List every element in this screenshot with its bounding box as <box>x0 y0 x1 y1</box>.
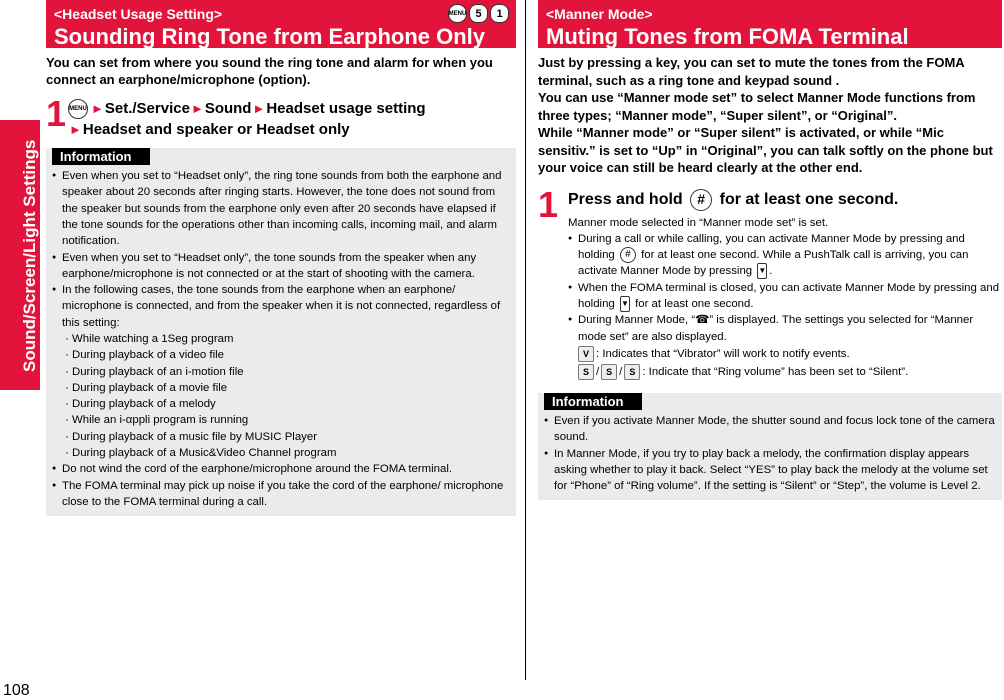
list-item <box>568 231 1002 280</box>
arrow-right-icon: ► <box>190 101 204 116</box>
b1-post: . <box>769 265 773 278</box>
silent-alt-icon: S <box>601 364 617 380</box>
down-key-icon: ▼ <box>620 296 630 312</box>
right-column <box>538 0 1002 500</box>
menu-key-icon: MENU <box>448 4 467 23</box>
left-title-keys <box>448 4 509 23</box>
right-title-bar <box>538 0 1002 48</box>
list-item: ● Even when you set to “Headset only”, the ring tone sounds from both the earphone and speaker about 20 seconds after ringing starts. However, the tone does not sound from the speaker but sounds from the earphone only even after 20 seconds have elapsed if the tone sounds for the operations other than incoming calls, incoming mail, and alarm notification. <box>52 168 512 249</box>
icon-line-silent <box>568 363 1002 381</box>
sub-list-item: · During playback of a melody <box>62 396 512 412</box>
right-step-desc <box>568 215 1002 381</box>
list-item <box>568 280 1002 313</box>
path-headset-option: Headset and speaker or Headset only <box>82 121 350 139</box>
left-title-big: Sounding Ring Tone from Earphone Only <box>54 24 486 49</box>
left-info-box <box>46 148 516 516</box>
silent-icon: S <box>578 364 594 380</box>
side-tab-label: Sound/Screen/Light Settings <box>20 139 39 372</box>
list-item: ● The FOMA terminal may pick up noise if you take the cord of the earphone/ microphone close to the FOMA terminal during a call. <box>52 478 512 511</box>
menu-key-icon: MENU <box>68 99 88 119</box>
right-title-big: Muting Tones from FOMA Terminal <box>546 24 909 49</box>
icon-separator: / <box>596 365 600 378</box>
column-divider <box>525 0 526 680</box>
right-intro-1: Just by pressing a key, you can set to mute the tones from the FOMA terminal, such as a ring tone and keypad sound . <box>538 55 965 88</box>
sub-list-item: · During playback of a music file by MUSIC Player <box>62 429 512 445</box>
right-info-box <box>538 393 1002 500</box>
b2-pre: When the FOMA terminal is closed, you can activate Manner Mode by pressing and holding <box>578 281 1000 311</box>
hash-key-icon: # <box>620 247 636 263</box>
list-item <box>568 312 1002 345</box>
right-intro <box>538 54 1002 177</box>
sub-list-item: · While an i-αppli program is running <box>62 412 512 428</box>
left-step-text <box>68 98 516 140</box>
b3-post: ” is displayed. The settings you selected for “Manner mode set” are also displayed. <box>578 314 974 343</box>
hash-key-icon: # <box>690 189 712 211</box>
page-number: 108 <box>3 682 30 699</box>
left-step-1 <box>46 93 516 140</box>
sub-list-item: · During playback of a Music&Video Channel program <box>62 445 512 461</box>
right-info-list <box>544 413 998 494</box>
left-step-number: 1 <box>46 93 67 134</box>
right-step-1 <box>538 183 1002 381</box>
arrow-right-icon: ► <box>69 122 82 138</box>
arrow-right-icon: ► <box>91 101 104 116</box>
step-text-pre: Press and hold <box>568 190 683 208</box>
icon-line-2-text: : Indicate that “Ring volume” has been set to “Silent”. <box>642 365 909 378</box>
left-intro: You can set from where you sound the ring tone and alarm for when you connect an earphone/microphone (option). <box>46 55 493 87</box>
key-5-icon: 5 <box>469 4 488 23</box>
info-label: Information <box>544 393 642 410</box>
sub-list-item: · During playback of an i-motion file <box>62 364 512 380</box>
vibrator-icon: V <box>578 346 594 362</box>
icon-line-1-text: : Indicates that “Vibrator” will work to notify events. <box>596 347 850 360</box>
sub-list-item: · During playback of a video file <box>62 347 512 363</box>
sub-list-item: · During playback of a movie file <box>62 380 512 396</box>
path-sound: Sound <box>204 100 252 117</box>
arrow-right-icon: ► <box>252 101 266 116</box>
path-set-service: Set./Service <box>104 100 190 117</box>
key-1-icon: 1 <box>490 4 509 23</box>
right-intro-2: You can use “Manner mode set” to select Manner Mode functions from three types; “Manner mode”, “Super silent”, or “Original”. <box>538 90 976 123</box>
list-item-text: In the following cases, the tone sounds from the earphone when an earphone/ microphone is connected, and from the speaker when it is not connected, regardless of this setting: <box>62 284 501 329</box>
info-label: Information <box>52 148 150 165</box>
right-step-list <box>568 231 1002 345</box>
left-column <box>46 0 516 516</box>
b2-post: for at least one second. <box>635 298 754 311</box>
right-intro-3: While “Manner mode” or “Super silent” is activated, or while “Mic sensitiv.” is set to “Up” in “Original”, you can talk softly on the phone but your voice can still be heard clearly at the other end. <box>538 125 993 175</box>
down-key-icon: ▼ <box>757 263 767 279</box>
path-headset-usage: Headset usage setting <box>266 100 426 117</box>
b1-pre: During a call or while calling, you can activate Manner Mode by pressing and holding <box>578 232 965 262</box>
left-info-list <box>52 168 512 510</box>
step-desc-text: Manner mode selected in “Manner mode set” is set. <box>568 216 829 229</box>
left-title-small: <Headset Usage Setting> <box>54 6 223 22</box>
b3-pre: During Manner Mode, “ <box>578 314 696 327</box>
left-title-bar <box>46 0 516 48</box>
silent-step-icon: S <box>624 364 640 380</box>
list-item: ● In Manner Mode, if you try to play back a melody, the confirmation display appears asking whether to play it back. Select “YES” to play back the melody at the volume set for “Phone” of “Ring volume”. If the setting is “Silent” or “Step”, the volume is Level 2. <box>544 446 998 495</box>
list-item <box>52 282 512 461</box>
step-text-post: for at least one second. <box>719 190 899 208</box>
right-title-small: <Manner Mode> <box>546 6 653 22</box>
sub-list-item: · While watching a 1Seg program <box>62 331 512 347</box>
list-item: ● Even when you set to “Headset only”, the tone sounds from the speaker when any earphone/microphone is not connected or at the start of shooting with the camera. <box>52 250 512 283</box>
list-item: ● Do not wind the cord of the earphone/microphone around the FOMA terminal. <box>52 461 512 477</box>
list-item: ● Even if you activate Manner Mode, the shutter sound and focus lock tone of the camera sound. <box>544 413 998 446</box>
icon-separator: / <box>619 365 623 378</box>
sub-list <box>62 331 512 461</box>
icon-line-vibrator <box>568 345 1002 363</box>
b1-mid: for at least one second. While a PushTalk call is arriving, you can activate Manner Mode by pressing <box>578 249 969 278</box>
manner-mode-icon: ☎ <box>695 314 710 327</box>
right-step-number: 1 <box>538 183 559 225</box>
right-step-text <box>568 189 1002 211</box>
